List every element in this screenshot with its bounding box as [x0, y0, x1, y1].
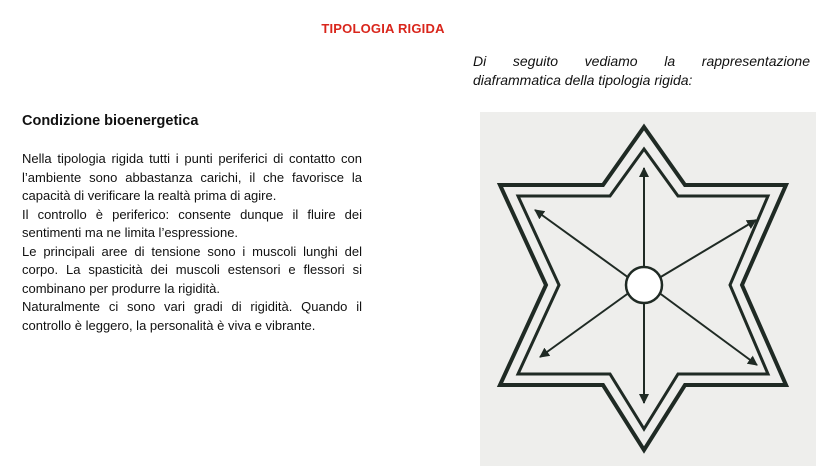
caption-line-2: diaframmatica della tipologia rigida:: [473, 72, 693, 88]
diagram-panel: [480, 112, 816, 466]
paragraph-tension-areas: Le principali aree di tensione sono i muscoli lunghi del corpo. La spasticità dei muscoli estensori e flessori si combinano per produrre la rigidità.: [22, 243, 362, 296]
arrow-lower-left: [540, 292, 630, 357]
section-heading: Condizione bioenergetica: [22, 113, 199, 129]
body-text: [22, 150, 362, 335]
arrow-lower-right: [658, 292, 757, 365]
arrow-upper-right: [659, 220, 756, 278]
slide-title: TIPOLOGIA RIGIDA: [321, 21, 445, 36]
left-column: [22, 112, 362, 335]
center-circle: [626, 267, 662, 303]
paragraph-contact-points: Nella tipologia rigida tutti i punti periferici di contatto con l’ambiente sono abbastanza carichi, il che favorisce la capacità di verificare la realtà prima di agire.: [22, 151, 362, 203]
paragraph-degrees-of-rigidity: Naturalmente ci sono vari gradi di rigidità. Quando il controllo è leggero, la personalità è viva e vibrante.: [22, 299, 362, 333]
figure-caption: [473, 52, 810, 90]
arrow-upper-left: [535, 210, 629, 278]
caption-line-1: Di seguito vediamo la rappresentazione: [473, 53, 810, 69]
paragraph-peripheral-control: Il controllo è periferico: consente dunque il fluire dei sentimenti ma ne limita l’espressione.: [22, 206, 362, 240]
star-diagram: [480, 112, 816, 466]
